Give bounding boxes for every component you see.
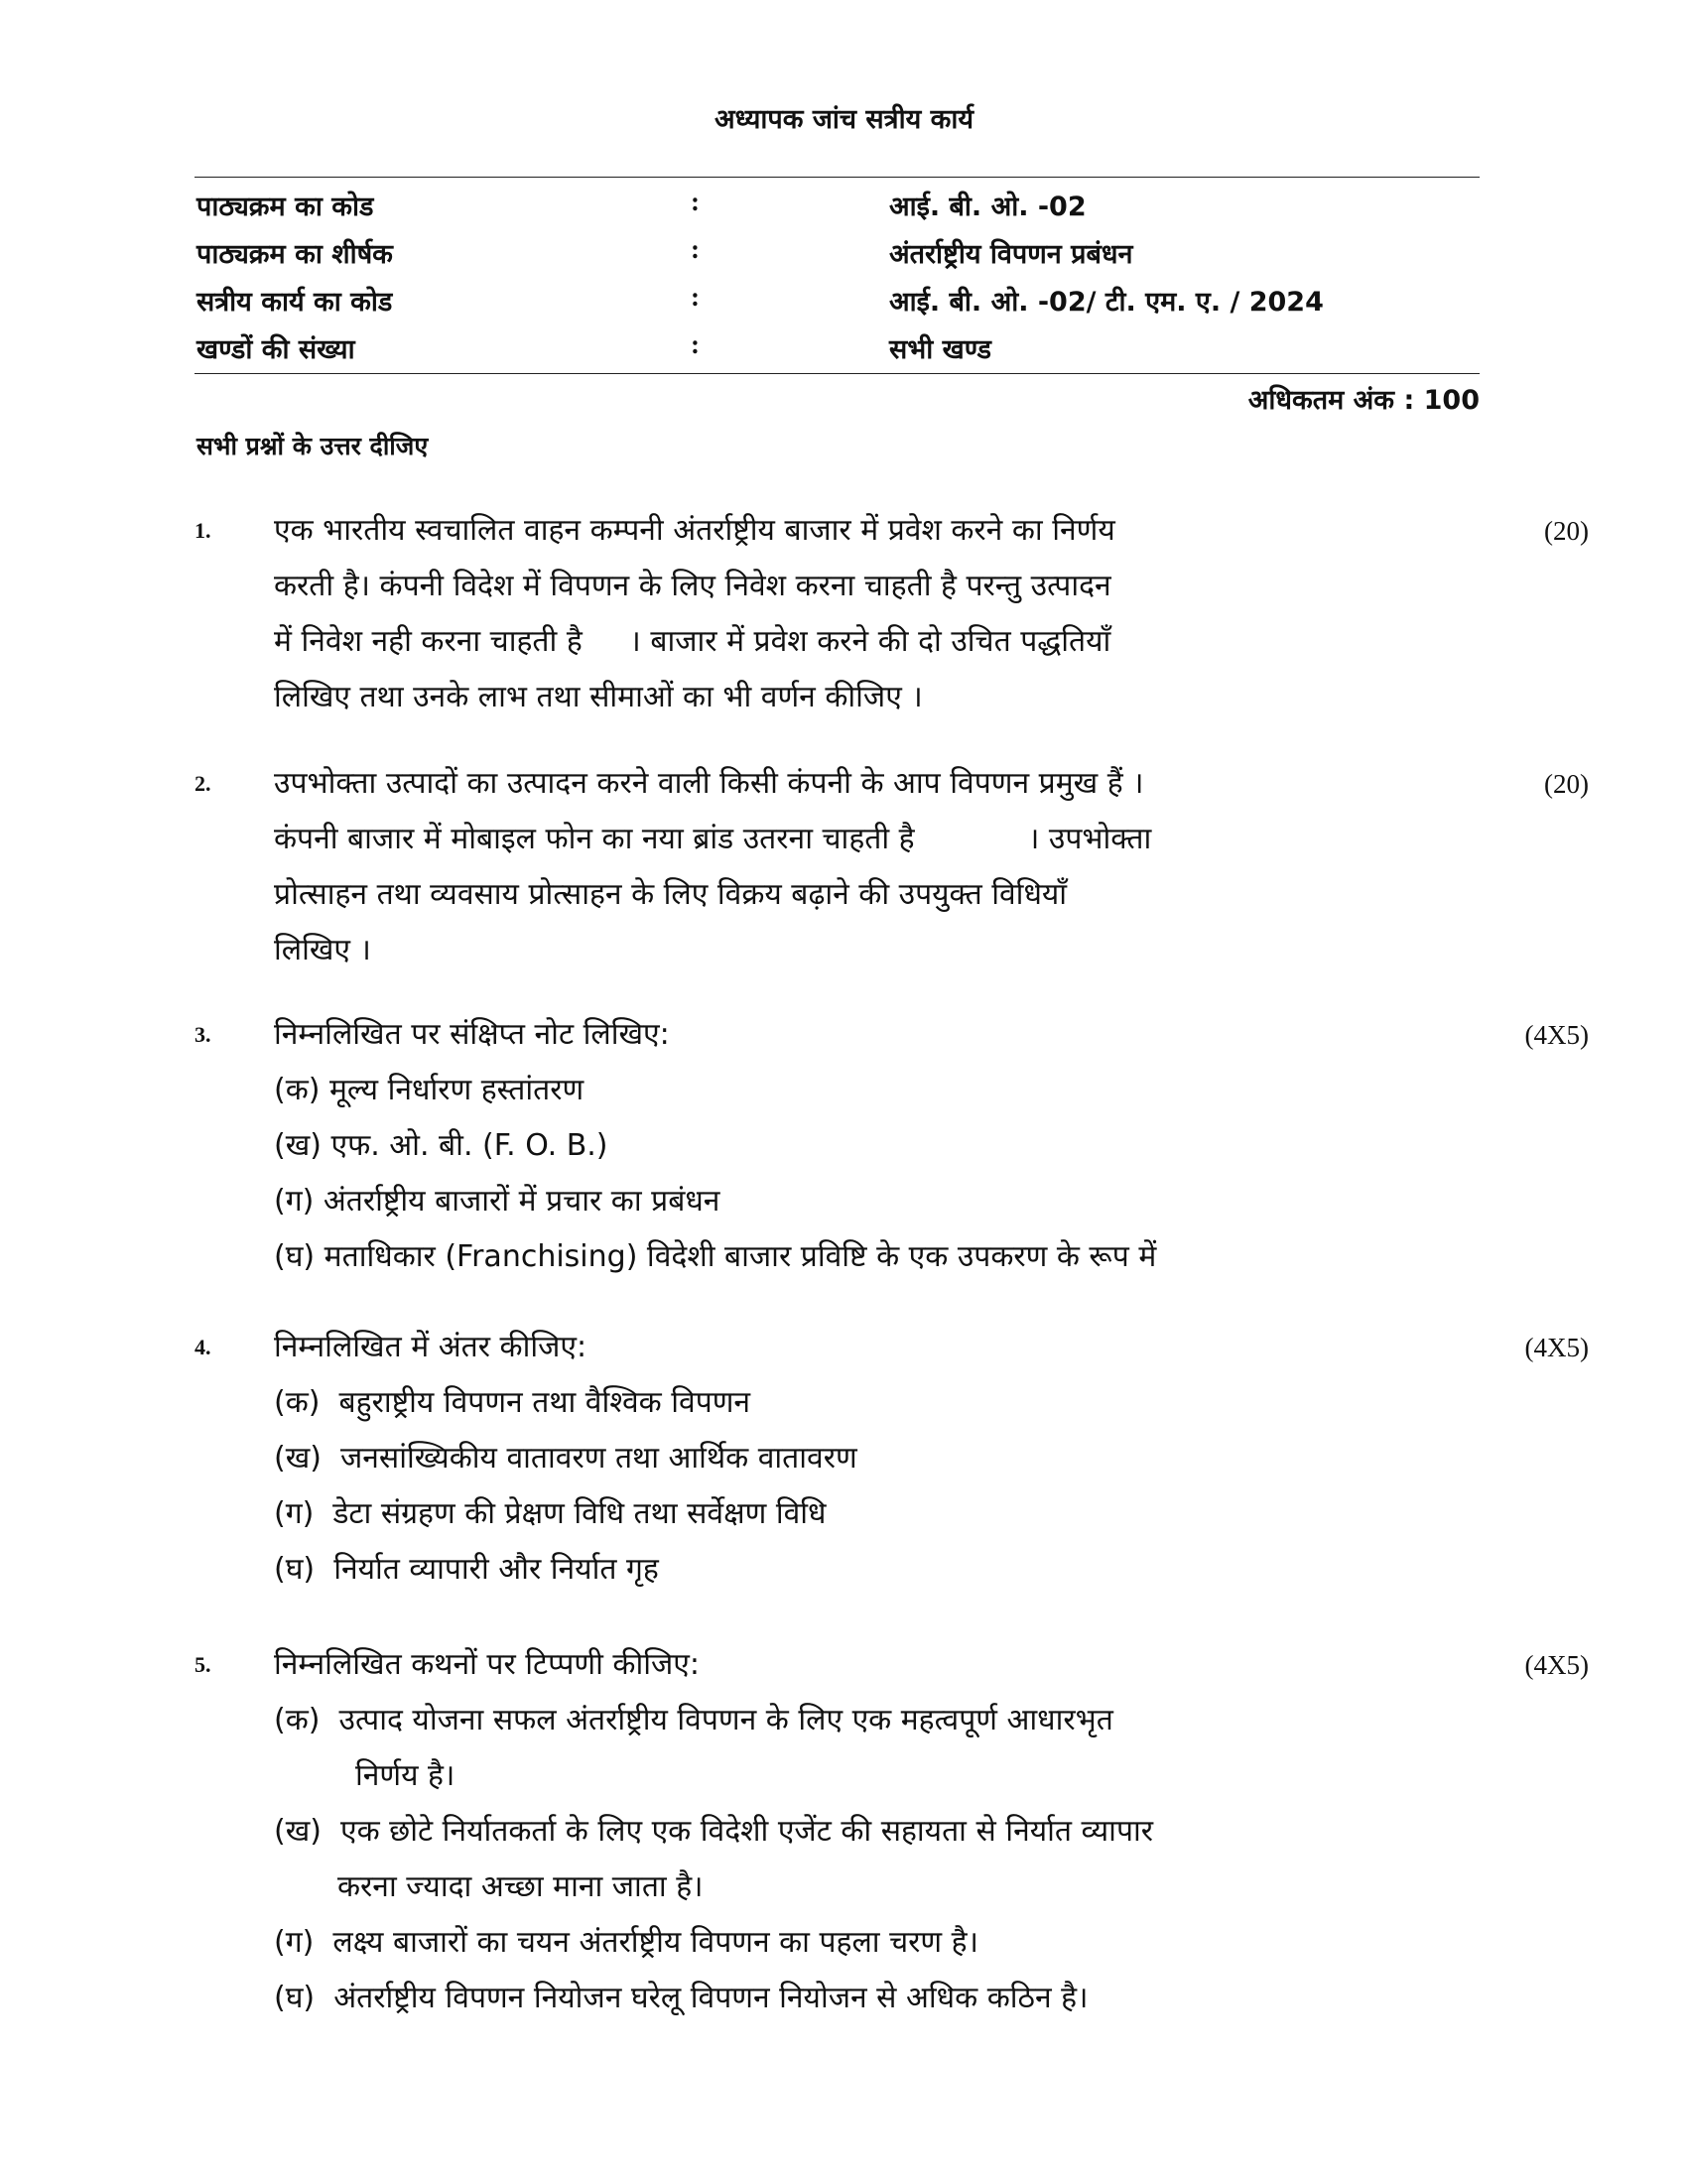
- max-marks: अधिकतम अंक : 100: [1247, 385, 1480, 416]
- colon: :: [691, 234, 700, 264]
- question-line: निम्नलिखित पर संक्षिप्त नोट लिखिए:: [274, 1017, 670, 1052]
- question-text: [274, 1320, 1266, 1598]
- question-line: में निवेश नही करना चाहती है । बाजार में प्रवेश करने की दो उचित पद्धतियाँ: [274, 624, 1111, 659]
- sub-item: (ग) लक्ष्य बाजारों का चयन अंतर्राष्ट्रीय विपणन का पहला चरण है।: [274, 1925, 978, 1960]
- colon: :: [691, 187, 700, 216]
- instruction-text: सभी प्रश्नों के उत्तर दीजिए: [196, 432, 429, 460]
- sub-item: (ग) डेटा संग्रहण की प्रेक्षण विधि तथा सर्वेक्षण विधि: [274, 1496, 827, 1531]
- question-line: निम्नलिखित में अंतर कीजिए:: [274, 1330, 587, 1364]
- question-number: 2.: [195, 771, 211, 796]
- sub-item: (क) बहुराष्ट्रीय विपणन तथा वैश्विक विपणन: [274, 1385, 751, 1420]
- assignment-code-value: आई. बी. ओ. -02/ टी. एम. ए. / 2024: [889, 287, 1324, 318]
- question-line: एक भारतीय स्वचालित वाहन कम्पनी अंतर्राष्ट्रीय बाजार में प्रवेश करने का निर्णय: [274, 513, 1115, 548]
- course-title-value: अंतर्राष्ट्रीय विपणन प्रबंधन: [889, 239, 1133, 270]
- sub-item: (क) मूल्य निर्धारण हस्तांतरण: [274, 1073, 584, 1107]
- question-marks: (4X5): [1524, 1650, 1589, 1680]
- colon: :: [691, 282, 700, 312]
- sub-item: (घ) मताधिकार (Franchising) विदेशी बाजार प्रविष्टि के एक उपकरण के रूप में: [274, 1239, 1157, 1274]
- course-code-row: [195, 187, 1480, 234]
- question-number: 4.: [195, 1335, 211, 1359]
- question-line: कंपनी बाजार में मोबाइल फोन का नया ब्रांड उतरना चाहती है । उपभोक्ता: [274, 822, 1152, 856]
- assignment-code-label: सत्रीय कार्य का कोड: [196, 287, 393, 318]
- course-info-table: [195, 187, 1480, 377]
- course-code-label: पाठ्यक्रम का कोड: [196, 192, 374, 222]
- sub-item: (घ) निर्यात व्यापारी और निर्यात गृह: [274, 1552, 659, 1587]
- header-bottom-rule: [195, 373, 1480, 374]
- sub-item-continuation: करना ज्यादा अच्छा माना जाता है।: [337, 1869, 704, 1904]
- question-marks: (20): [1544, 769, 1589, 799]
- question-line: लिखिए ।: [274, 933, 371, 967]
- question-marks: (4X5): [1524, 1020, 1589, 1050]
- course-title-row: [195, 234, 1480, 282]
- question-number: 5.: [195, 1652, 211, 1677]
- question-line: प्रोत्साहन तथा व्यवसाय प्रोत्साहन के लिए विक्रय बढ़ाने की उपयुक्त विधियाँ: [274, 877, 1068, 912]
- question-number: 3.: [195, 1022, 211, 1047]
- sub-item: (ख) एक छोटे निर्यातकर्ता के लिए एक विदेशी एजेंट की सहायता से निर्यात व्यापार: [274, 1814, 1154, 1849]
- sub-item: (ख) जनसांख्यिकीय वातावरण तथा आर्थिक वातावरण: [274, 1441, 857, 1476]
- header-top-rule: [195, 177, 1480, 178]
- blocks-count-row: [195, 329, 1480, 377]
- assignment-code-row: [195, 282, 1480, 329]
- course-code-value: आई. बी. ओ. -02: [889, 192, 1087, 222]
- sub-item: (क) उत्पाद योजना सफल अंतर्राष्ट्रीय विपणन के लिए एक महत्वपूर्ण आधारभृत: [274, 1703, 1113, 1737]
- sub-item: (घ) अंतर्राष्ट्रीय विपणन नियोजन घरेलू विपणन नियोजन से अधिक कठिन है।: [274, 1981, 1089, 2015]
- question-marks: (4X5): [1524, 1333, 1589, 1362]
- question-text: [274, 503, 1266, 725]
- question-text: [274, 1637, 1266, 2026]
- page-title: अध्यापक जांच सत्रीय कार्य: [714, 104, 974, 135]
- question-line: लिखिए तथा उनके लाभ तथा सीमाओं का भी वर्णन कीजिए ।: [274, 680, 923, 714]
- question-line: निम्नलिखित कथनों पर टिप्पणी कीजिए:: [274, 1647, 700, 1682]
- blocks-count-value: सभी खण्ड: [889, 334, 991, 365]
- question-marks: (20): [1544, 516, 1589, 546]
- colon: :: [691, 329, 700, 359]
- question-text: [274, 756, 1266, 978]
- course-title-label: पाठ्यक्रम का शीर्षक: [196, 239, 393, 270]
- question-line: उपभोक्ता उत्पादों का उत्पादन करने वाली किसी कंपनी के आप विपणन प्रमुख हैं ।: [274, 766, 1144, 801]
- sub-item: (ग) अंतर्राष्ट्रीय बाजारों में प्रचार का प्रबंधन: [274, 1184, 720, 1219]
- question-number: 1.: [195, 518, 211, 543]
- blocks-count-label: खण्डों की संख्या: [196, 334, 355, 365]
- question-text: [274, 1007, 1266, 1285]
- sub-item-continuation: निर्णय है।: [355, 1758, 455, 1793]
- question-line: करती है। कंपनी विदेश में विपणन के लिए निवेश करना चाहती है परन्तु उत्पादन: [274, 569, 1111, 603]
- sub-item: (ख) एफ. ओ. बी. (F. O. B.): [274, 1128, 608, 1163]
